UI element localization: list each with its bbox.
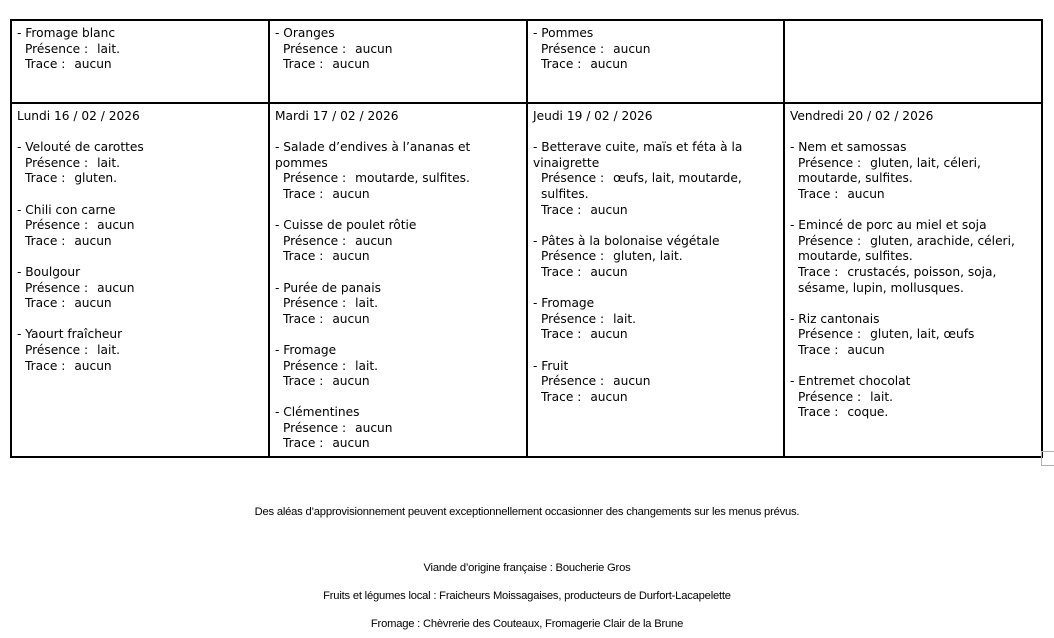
day-title: Lundi 16 / 02 / 2026	[17, 109, 140, 123]
presence-line	[533, 312, 779, 328]
presence-label: Présence :	[25, 155, 89, 170]
trace-value: aucun	[590, 57, 628, 72]
trace-value: aucun	[74, 233, 112, 248]
dish-name: - Salade d’endives à l’ananas et pommes	[275, 140, 471, 170]
presence-value: moutarde, sulfites.	[355, 171, 470, 186]
dish-name: - Betterave cuite, maïs et féta à la vinaigrette	[533, 140, 743, 170]
trace-label: Trace :	[283, 249, 324, 264]
trace-value: aucun	[332, 374, 370, 389]
dish-item	[17, 140, 264, 187]
presence-label: Présence :	[25, 41, 89, 56]
trace-line	[17, 234, 264, 250]
trace-line	[533, 390, 779, 406]
trace-label: Trace :	[541, 389, 582, 404]
presence-value: lait.	[355, 358, 379, 373]
trace-line	[275, 436, 522, 452]
dish-name: - Yaourt fraîcheur	[17, 327, 123, 342]
presence-line	[17, 218, 264, 234]
trace-label: Trace :	[541, 327, 582, 342]
trace-line	[790, 187, 1037, 203]
presence-value: aucun	[355, 233, 393, 248]
presence-line	[533, 374, 779, 390]
presence-value: lait.	[870, 389, 894, 404]
dish-item	[275, 343, 522, 390]
trace-value: coque.	[847, 405, 889, 420]
presence-label: Présence :	[798, 233, 862, 248]
trace-label: Trace :	[25, 296, 66, 311]
presence-label: Présence :	[25, 280, 89, 295]
dish-item	[17, 203, 264, 250]
presence-label: Présence :	[283, 171, 347, 186]
presence-label: Présence :	[283, 420, 347, 435]
presence-label: Présence :	[283, 233, 347, 248]
dish-item	[533, 140, 779, 218]
dish-name: - Clémentines	[275, 405, 360, 420]
presence-label: Présence :	[798, 327, 862, 342]
presence-label: Présence :	[283, 296, 347, 311]
dish-name: - Nem et samossas	[790, 140, 907, 155]
trace-value: crustacés, poisson, soja, sésame, lupin, mollusques.	[798, 264, 997, 295]
presence-line	[275, 234, 522, 250]
presence-label: Présence :	[541, 41, 605, 56]
presence-value: lait.	[613, 311, 637, 326]
dish-item	[275, 405, 522, 452]
trace-line	[275, 187, 522, 203]
presence-value: aucun	[355, 41, 393, 56]
dish-name: - Velouté de carottes	[17, 140, 144, 155]
trace-line	[275, 312, 522, 328]
dish-name: - Boulgour	[17, 264, 81, 279]
presence-label: Présence :	[541, 374, 605, 389]
trace-line	[790, 405, 1037, 421]
presence-label: Présence :	[798, 155, 862, 170]
trace-line	[17, 57, 264, 73]
trace-value: aucun	[590, 327, 628, 342]
trace-value: aucun	[74, 57, 112, 72]
dish-name: - Entremet chocolat	[790, 374, 911, 389]
presence-line	[790, 390, 1037, 406]
trace-line	[533, 265, 779, 281]
trace-value: aucun	[847, 186, 885, 201]
trace-label: Trace :	[25, 171, 66, 186]
trace-value: aucun	[590, 264, 628, 279]
dish-item	[790, 140, 1037, 202]
dish-name: - Chili con carne	[17, 202, 116, 217]
day-title: Jeudi 19 / 02 / 2026	[533, 109, 653, 123]
trace-label: Trace :	[283, 436, 324, 451]
dish-item	[533, 359, 779, 406]
presence-label: Présence :	[798, 389, 862, 404]
presence-value: œufs, lait, moutarde, sulfites.	[541, 171, 742, 201]
menu-cell-tuesday[interactable]	[269, 103, 527, 457]
presence-value: lait.	[97, 41, 121, 56]
presence-line	[17, 281, 264, 297]
trace-line	[533, 203, 779, 219]
dish-item	[533, 26, 779, 73]
presence-value: lait.	[355, 296, 379, 311]
menu-cell[interactable]	[527, 20, 784, 103]
trace-label: Trace :	[25, 57, 66, 72]
dish-name: - Riz cantonais	[790, 311, 880, 326]
presence-line	[790, 327, 1037, 343]
dish-name: - Pâtes à la bolonaise végétale	[533, 233, 720, 248]
menu-cell[interactable]	[269, 20, 527, 103]
presence-line	[275, 421, 522, 437]
dish-name: - Purée de panais	[275, 280, 381, 295]
table-row	[11, 20, 1042, 103]
dish-item	[790, 374, 1037, 421]
presence-value: gluten, arachide, céleri, moutarde, sulfites.	[798, 233, 1015, 264]
menu-cell[interactable]	[11, 20, 269, 103]
dish-name: - Fromage	[275, 342, 337, 357]
trace-label: Trace :	[25, 233, 66, 248]
dish-item	[17, 327, 264, 374]
trace-value: aucun	[74, 296, 112, 311]
trace-value: aucun	[332, 436, 370, 451]
dish-name: - Fromage blanc	[17, 26, 116, 40]
menu-cell-thursday[interactable]	[527, 103, 784, 457]
trace-line	[790, 265, 1037, 296]
trace-label: Trace :	[283, 311, 324, 326]
presence-line	[275, 359, 522, 375]
presence-line	[17, 156, 264, 172]
dish-item	[790, 218, 1037, 296]
trace-label: Trace :	[798, 405, 839, 420]
trace-line	[17, 296, 264, 312]
dish-item	[17, 265, 264, 312]
produce-origin: Fruits et légumes local : Fraicheurs Moissagaises, producteurs de Durfort-Lacapelette	[323, 590, 731, 602]
presence-label: Présence :	[283, 41, 347, 56]
presence-label: Présence :	[25, 218, 89, 233]
trace-value: gluten.	[74, 171, 118, 186]
day-title: Mardi 17 / 02 / 2026	[275, 109, 399, 123]
trace-line	[17, 359, 264, 375]
dish-item	[275, 140, 522, 202]
trace-label: Trace :	[283, 57, 324, 72]
presence-line	[275, 42, 522, 58]
trace-label: Trace :	[541, 264, 582, 279]
presence-value: gluten, lait, œufs	[870, 327, 975, 342]
menu-cell-monday[interactable]	[11, 103, 269, 457]
trace-value: aucun	[332, 249, 370, 264]
presence-line	[790, 234, 1037, 265]
supply-notice: Des aléas d’approvisionnement peuvent exceptionnellement occasionner des changements sur les menus prévus.	[254, 506, 800, 518]
presence-label: Présence :	[541, 249, 605, 264]
table-row	[11, 103, 1042, 457]
trace-value: aucun	[332, 186, 370, 201]
trace-label: Trace :	[283, 186, 324, 201]
dish-name: - Fruit	[533, 358, 569, 373]
trace-label: Trace :	[798, 342, 839, 357]
presence-value: lait.	[97, 155, 121, 170]
presence-label: Présence :	[283, 358, 347, 373]
dish-name: - Emincé de porc au miel et soja	[790, 218, 987, 233]
dish-item	[533, 234, 779, 281]
presence-line	[533, 249, 779, 265]
meat-origin: Viande d’origine française : Boucherie Gros	[423, 562, 631, 574]
cheese-origin: Fromage : Chèvrerie des Couteaux, Fromagerie Clair de la Brune	[370, 618, 684, 630]
presence-value: gluten, lait.	[613, 249, 683, 264]
trace-line	[533, 327, 779, 343]
trace-line	[275, 374, 522, 390]
trace-label: Trace :	[541, 57, 582, 72]
dish-item	[275, 281, 522, 328]
dish-item	[533, 296, 779, 343]
dish-name: - Pommes	[533, 26, 594, 40]
trace-label: Trace :	[283, 374, 324, 389]
presence-label: Présence :	[541, 171, 605, 186]
dish-name: - Fromage	[533, 296, 595, 311]
presence-line	[790, 156, 1037, 187]
menu-table	[10, 19, 1043, 458]
presence-value: lait.	[97, 342, 121, 357]
trace-line	[275, 249, 522, 265]
trace-value: aucun	[332, 311, 370, 326]
dish-item	[790, 312, 1037, 359]
table-resize-handle[interactable]	[1041, 451, 1054, 466]
trace-value: aucun	[74, 358, 112, 373]
presence-value: gluten, lait, céleri, moutarde, sulfites.	[798, 155, 981, 186]
presence-value: aucun	[613, 41, 651, 56]
presence-line	[533, 42, 779, 58]
menu-cell-friday[interactable]	[784, 103, 1042, 457]
dish-name: - Oranges	[275, 26, 335, 40]
trace-line	[790, 343, 1037, 359]
trace-line	[533, 57, 779, 73]
trace-label: Trace :	[798, 186, 839, 201]
presence-line	[17, 343, 264, 359]
presence-label: Présence :	[541, 311, 605, 326]
trace-line	[275, 57, 522, 73]
trace-label: Trace :	[541, 202, 582, 217]
dish-item	[17, 26, 264, 73]
trace-value: aucun	[590, 389, 628, 404]
presence-line	[533, 171, 779, 202]
dish-name: - Cuisse de poulet rôtie	[275, 218, 417, 233]
presence-line	[275, 296, 522, 312]
menu-cell[interactable]	[784, 20, 1042, 103]
presence-value: aucun	[97, 218, 135, 233]
dish-item	[275, 26, 522, 73]
trace-label: Trace :	[798, 264, 839, 279]
presence-value: aucun	[97, 280, 135, 295]
trace-value: aucun	[332, 57, 370, 72]
trace-label: Trace :	[25, 358, 66, 373]
presence-label: Présence :	[25, 342, 89, 357]
day-title: Vendredi 20 / 02 / 2026	[790, 109, 934, 123]
trace-value: aucun	[590, 202, 628, 217]
presence-value: aucun	[613, 374, 651, 389]
trace-value: aucun	[847, 342, 885, 357]
presence-line	[17, 42, 264, 58]
dish-item	[275, 218, 522, 265]
trace-line	[17, 171, 264, 187]
presence-value: aucun	[355, 420, 393, 435]
presence-line	[275, 171, 522, 187]
